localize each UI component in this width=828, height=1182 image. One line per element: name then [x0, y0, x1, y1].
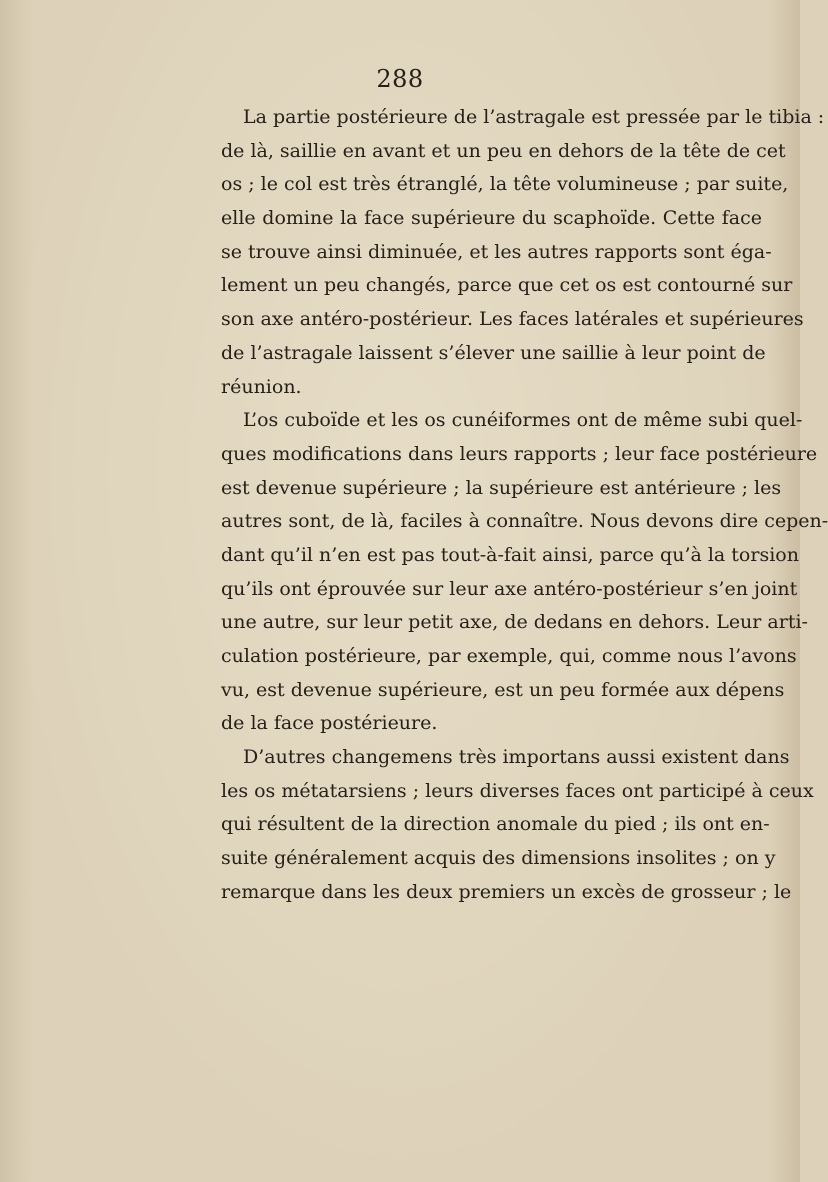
text-line: ques modifications dans leurs rapports ; leur face postérieure [221, 442, 818, 465]
text-line: suite généralement acquis des dimensions insolites ; on y [221, 847, 776, 870]
text-line: qu’ils ont éprouvée sur leur axe antéro-postérieur s’en joint [221, 577, 798, 600]
text-line: lement un peu changés, parce que cet os est contourné sur [221, 274, 793, 297]
body-text [221, 101, 828, 910]
text-line: les os métatarsiens ; leurs diverses faces ont participé à ceux [221, 779, 814, 802]
text-line: de la face postérieure. [221, 712, 438, 735]
text-line: de l’astragale laissent s’élever une saillie à leur point de [221, 341, 766, 364]
text-line: qui résultent de la direction anomale du pied ; ils ont en- [221, 813, 770, 836]
text-line: D’autres changemens très importans aussi existent dans [243, 746, 790, 769]
text-line: se trouve ainsi diminuée, et les autres rapports sont éga- [221, 240, 772, 263]
text-line: elle domine la face supérieure du scaphoïde. Cette face [221, 207, 762, 230]
text-line: La partie postérieure de l’astragale est pressée par le tibia : [243, 106, 825, 128]
page-number: 288 [376, 65, 424, 93]
text-line: une autre, sur leur petit axe, de dedans en dehors. Leur arti- [221, 611, 808, 634]
text-line: autres sont, de là, faciles à connaître. Nous devons dire cepen- [221, 510, 828, 533]
text-line: dant qu’il n’en est pas tout-à-fait ainsi, parce qu’à la torsion [221, 543, 799, 566]
text-line: culation postérieure, par exemple, qui, comme nous l’avons [221, 645, 797, 667]
text-line: réunion. [221, 375, 302, 398]
text-line: os ; le col est très étranglé, la tête volumineuse ; par suite, [221, 173, 789, 196]
text-line: vu, est devenue supérieure, est un peu formée aux dépens [221, 678, 785, 701]
text-line: L’os cuboïde et les os cunéiformes ont de même subi quel- [243, 409, 803, 432]
text-line: est devenue supérieure ; la supérieure est antérieure ; les [221, 476, 782, 499]
text-line: remarque dans les deux premiers un excès de grosseur ; le [221, 880, 792, 903]
text-line: son axe antéro-postérieur. Les faces latérales et supérieures [221, 308, 804, 331]
text-line: de là, saillie en avant et un peu en dehors de la tête de cet [221, 139, 786, 162]
